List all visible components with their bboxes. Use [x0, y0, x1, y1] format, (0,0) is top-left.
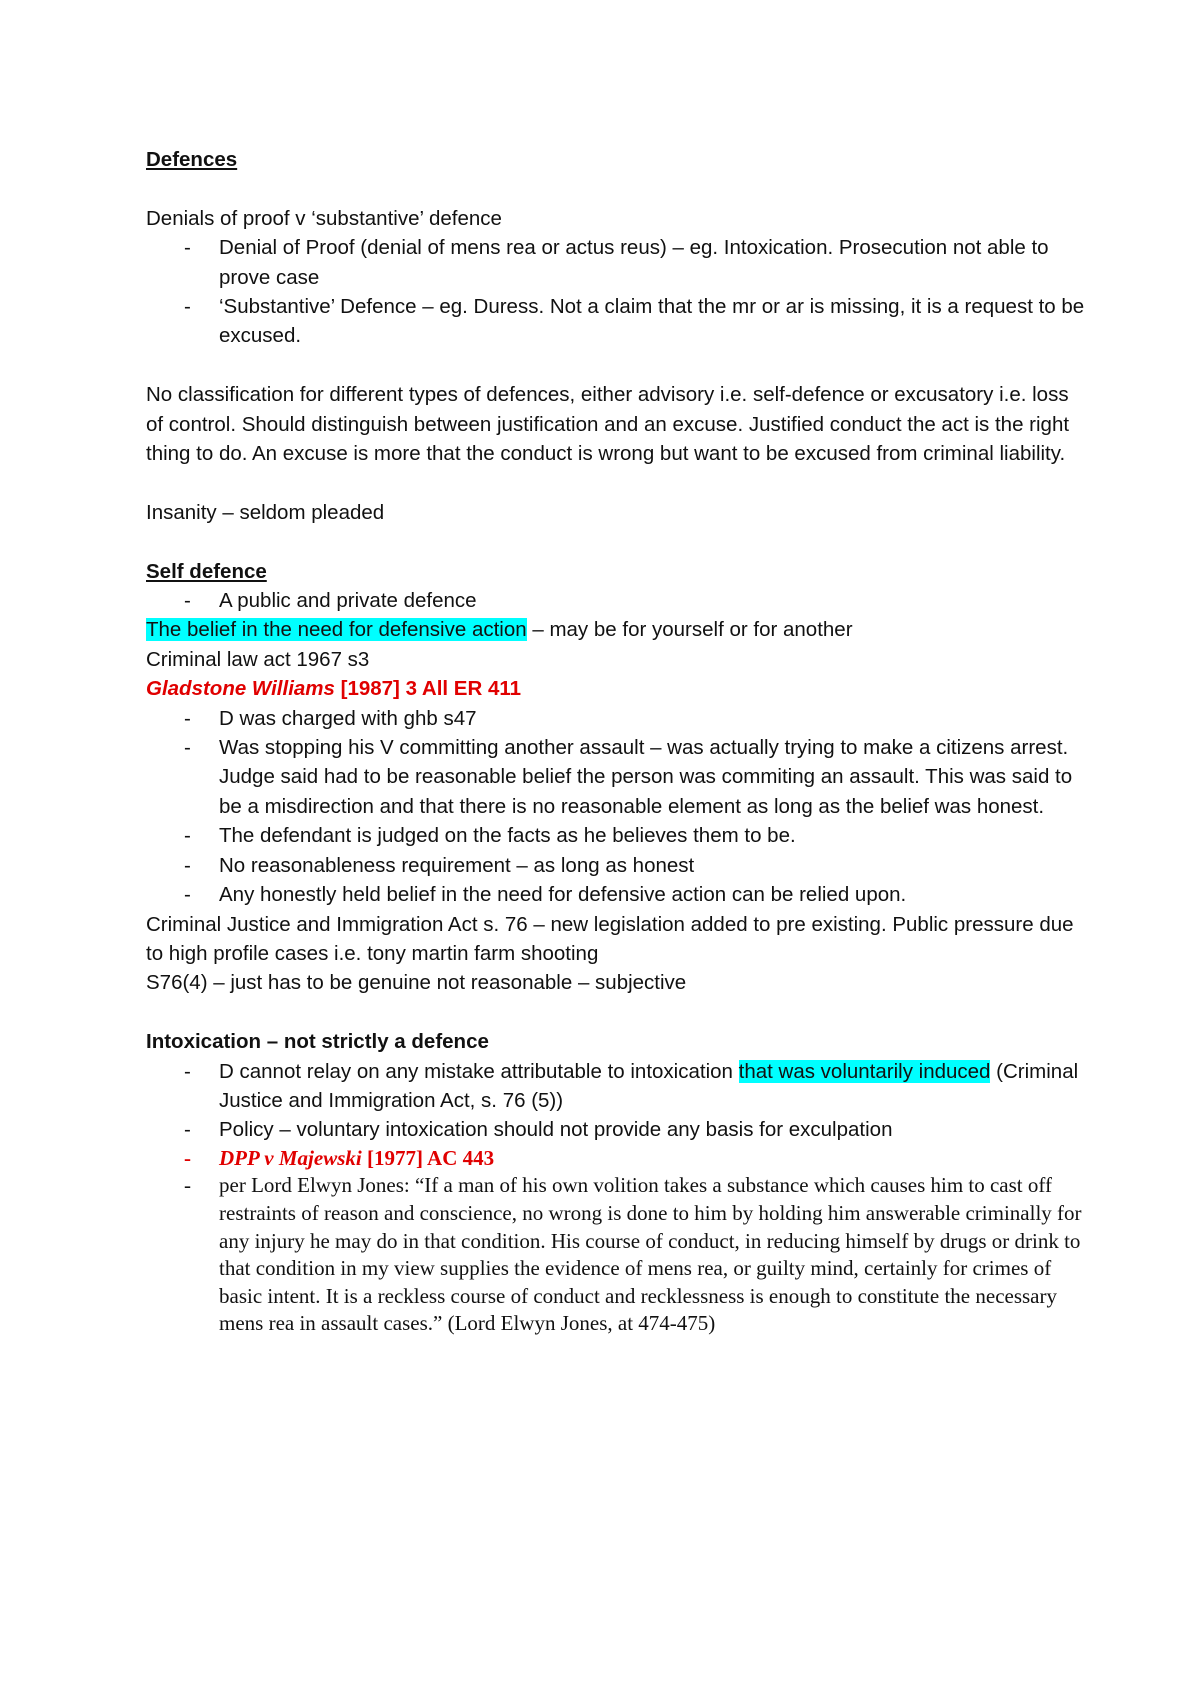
spacer	[146, 527, 1086, 556]
dash-bullet: -	[184, 824, 191, 848]
intoxication-list	[146, 1057, 1086, 1338]
list-item: - The defendant is judged on the facts as he believes them to be.	[146, 821, 1086, 850]
classification-paragraph: No classification for different types of defences, either advisory i.e. self-defence or excusatory i.e. loss of control. Should distinguish between justification and an excuse. Justified conduct the act is the right thing to do. An excuse is more that the conduct is wrong but want to be excused from criminal liability.	[146, 383, 1070, 466]
spacer	[146, 174, 1086, 203]
spacer	[146, 468, 1086, 497]
cjia-paragraph: Criminal Justice and Immigration Act s. 76 – new legislation added to pre existing. Public pressure due to high profile cases i.e. tony martin farm shooting	[146, 912, 1074, 965]
dash-bullet: -	[184, 589, 191, 613]
highlighted-text: that was voluntarily induced	[738, 1059, 991, 1083]
dash-bullet: -	[184, 883, 191, 907]
spacer	[146, 998, 1086, 1027]
statute-line: Criminal law act 1967 s3	[146, 647, 370, 671]
self-defence-list	[146, 586, 1086, 615]
dash-bullet: -	[184, 1173, 191, 1198]
dash-bullet: -	[184, 1059, 191, 1083]
dash-bullet: -	[184, 1145, 191, 1170]
list-item: - Denial of Proof (denial of mens rea or actus reus) – eg. Intoxication. Prosecution not able to prove case	[146, 233, 1086, 292]
defences-heading: Defences	[146, 148, 238, 171]
s76-line: S76(4) – just has to be genuine not reasonable – subjective	[146, 971, 687, 995]
list-item: - Was stopping his V committing another assault – was actually trying to make a citizens arrest. Judge said had to be reasonable belief the person was commiting an assault. This was said to be a misdirection and that there is no reasonable element as long as the belief was honest.	[146, 733, 1086, 821]
list-item: - Policy – voluntary intoxication should not provide any basis for exculpation	[146, 1115, 1086, 1144]
dash-bullet: -	[184, 236, 191, 260]
dash-bullet: -	[184, 706, 191, 730]
list-item: - D was charged with ghb s47	[146, 704, 1086, 733]
case-facts-list	[146, 704, 1086, 910]
list-item: - Any honestly held belief in the need for defensive action can be relied upon.	[146, 880, 1086, 909]
self-defence-heading: Self defence	[146, 559, 267, 583]
case-gladstone-williams	[146, 674, 1086, 703]
dash-bullet: -	[184, 1118, 191, 1142]
insanity-line: Insanity – seldom pleaded	[146, 500, 385, 524]
list-item: - No reasonableness requirement – as long as honest	[146, 851, 1086, 880]
defences-list	[146, 233, 1086, 351]
intoxication-heading: Intoxication – not strictly a defence	[146, 1030, 489, 1054]
case-name: Gladstone Williams	[146, 677, 335, 701]
dash-bullet: -	[184, 295, 191, 319]
case-citation: [1977] AC 443	[361, 1145, 495, 1170]
list-item: - A public and private defence	[146, 586, 1086, 615]
dash-bullet: -	[184, 736, 191, 760]
lord-elwyn-jones-quote: - per Lord Elwyn Jones: “If a man of his own volition takes a substance which causes him to cast off restraints of reason and conscience, no wrong is done to him by holding him answerable criminally for any injury he may do in that condition. His course of conduct, in reducing himself by drugs or drink to that condition in my view supplies the evidence of mens rea, or guilty mind, certainly for crimes of basic intent. It is a reckless course of conduct and recklessness is enough to constitute the necessary mens rea in assault cases.” (Lord Elwyn Jones, at 474-475)	[184, 1173, 1082, 1336]
spacer	[146, 351, 1086, 380]
belief-line: The belief in the need for defensive action – may be for yourself or for another	[146, 618, 853, 642]
case-name: DPP v Majewski	[219, 1145, 362, 1170]
highlighted-text: The belief in the need for defensive action	[146, 618, 527, 642]
dash-bullet: -	[184, 853, 191, 877]
list-item: - ‘Substantive’ Defence – eg. Duress. Not a claim that the mr or ar is missing, it is a request to be excused.	[146, 292, 1086, 351]
document-page	[146, 145, 1086, 1338]
case-citation: [1987] 3 All ER 411	[334, 677, 522, 701]
case-dpp-v-majewski	[146, 1145, 1086, 1173]
defences-intro: Denials of proof v ‘substantive’ defence	[146, 206, 502, 230]
list-item: - D cannot relay on any mistake attributable to intoxication that was voluntarily induced (Criminal Justice and Immigration Act, s. 76 (5))	[146, 1057, 1086, 1116]
